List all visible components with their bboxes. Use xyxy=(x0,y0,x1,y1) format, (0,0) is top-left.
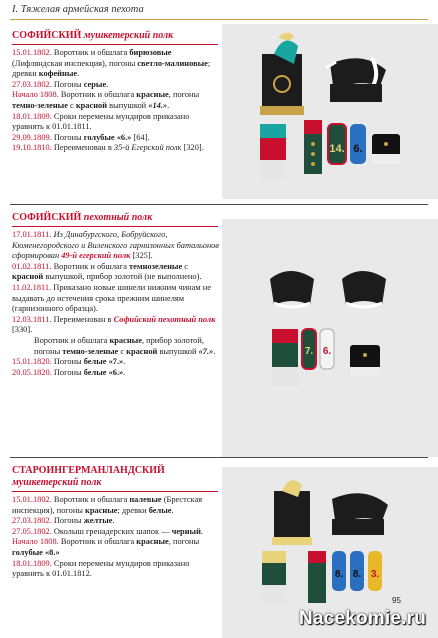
shoulder-number: 3. xyxy=(370,569,380,580)
section-title: СОФИЙСКИЙ пехотный полк xyxy=(12,212,153,223)
entry: 27.03.1802. Погоны желтые. xyxy=(12,516,115,526)
entry: 15.01.1820. Погоны белые «7.». xyxy=(12,357,126,367)
entry: Начало 1808. Воротник и обшлага красные, погоны голубые «8.» xyxy=(12,537,200,557)
cartridge-box-icon xyxy=(372,134,400,164)
collar-cuff-icon xyxy=(260,124,286,180)
entry: 01.02.1811. Воротник и обшлага темнозеленые с красной выпушкой, прибор золотой (не выполнено). xyxy=(12,261,202,282)
shako-icon xyxy=(270,271,314,307)
page-number: 95 xyxy=(392,596,401,605)
shoulder-number: 6. xyxy=(353,143,363,155)
section-sofia-infantry xyxy=(12,212,220,378)
section-divider xyxy=(10,204,428,205)
coat-shoulder-board-icon xyxy=(272,329,334,387)
grenadier-cap-icon xyxy=(272,480,312,545)
section-title: СТАРОИНГЕРМАНЛАНДСКИЙ мушкетерский полк xyxy=(12,465,165,488)
entry: 19.10.1810. Переименован в 35-й Егерский полк [320]. xyxy=(12,143,204,153)
running-header xyxy=(0,0,438,24)
entry: 11.02.1811. Приказано новые шинели нижним чинам не выдавать до истечения срока прежним шинелям (гарнизонного образца). xyxy=(12,282,211,314)
entry: 27.05.1802. Околыш гренадерских шапок — черный. xyxy=(12,526,203,536)
grenadier-cap-icon xyxy=(260,32,304,115)
header-rule xyxy=(10,19,428,20)
bicorne-hat-icon xyxy=(332,493,388,535)
shoulder-number: 8. xyxy=(334,569,344,580)
entry: 15.01.1802. Воротник и обшлага палевые (Брестская инспекция), погоны красные; древки белые. xyxy=(12,495,203,515)
entry: 18.01.1809. Сроки перемены мундиров приказано уравнять к 01.01.1811. xyxy=(12,111,190,132)
shako-icon xyxy=(342,271,386,307)
entry: 20.05.1820. Погоны белые «6.». xyxy=(12,367,126,377)
cartridge-box-icon xyxy=(350,345,380,375)
bicorne-hat-icon xyxy=(326,58,386,102)
entry: Воротник и обшлага красные, прибор золотой, погоны темно-зеленые с красной выпушкой «7.». xyxy=(34,335,216,356)
coat-shoulder-board-icon xyxy=(308,551,382,603)
section-title: СОФИЙСКИЙ мушкетерский полк xyxy=(12,30,174,41)
entry: 18.01.1809. Сроки перемены мундиров приказано уравнять к 01.01.1812. xyxy=(12,558,190,579)
entry: 27.03.1802. Погоны серые. xyxy=(12,79,109,89)
shoulder-number: 6. xyxy=(322,346,332,357)
entry: Начало 1808. Воротник и обшлага красные, погоны темно-зеленые с красной выпушкой «14.». xyxy=(12,90,200,110)
section-sofia-musketeer xyxy=(12,30,220,154)
collar-cuff-icon xyxy=(262,551,286,605)
shoulder-number: 8. xyxy=(352,569,362,580)
uniform-illustration-2 xyxy=(222,219,438,457)
shoulder-board-icon xyxy=(328,124,366,164)
watermark: Nacekomie.ru xyxy=(298,608,426,629)
shoulder-number: 7. xyxy=(304,346,314,357)
shoulder-number: 14. xyxy=(329,143,345,155)
uniform-illustration-1 xyxy=(222,24,438,199)
coat-shoulder-board-icon xyxy=(304,120,322,174)
entry: 17.01.1811. Из Динабургского, Бобруйского, Кюменегородского и Виленского гарнизонных батальонов сформирован 49-й егерский полк [325]. xyxy=(12,230,219,261)
entry: 12.03.1811. Переименован в Софийский пехотный полк [330]. xyxy=(12,314,216,335)
running-header-text: I. Тяжелая армейская пехота xyxy=(12,4,144,15)
section-divider xyxy=(10,457,428,458)
section-staroingermanland xyxy=(12,465,220,580)
entry: 15.01.1802. Воротник и обшлага бирюзовые (Лифляндская инспекция), погоны светло-малиновые; древки кофейные. xyxy=(12,48,211,79)
entry: 29.09.1809. Погоны голубые «6.» [64]. xyxy=(12,132,150,142)
